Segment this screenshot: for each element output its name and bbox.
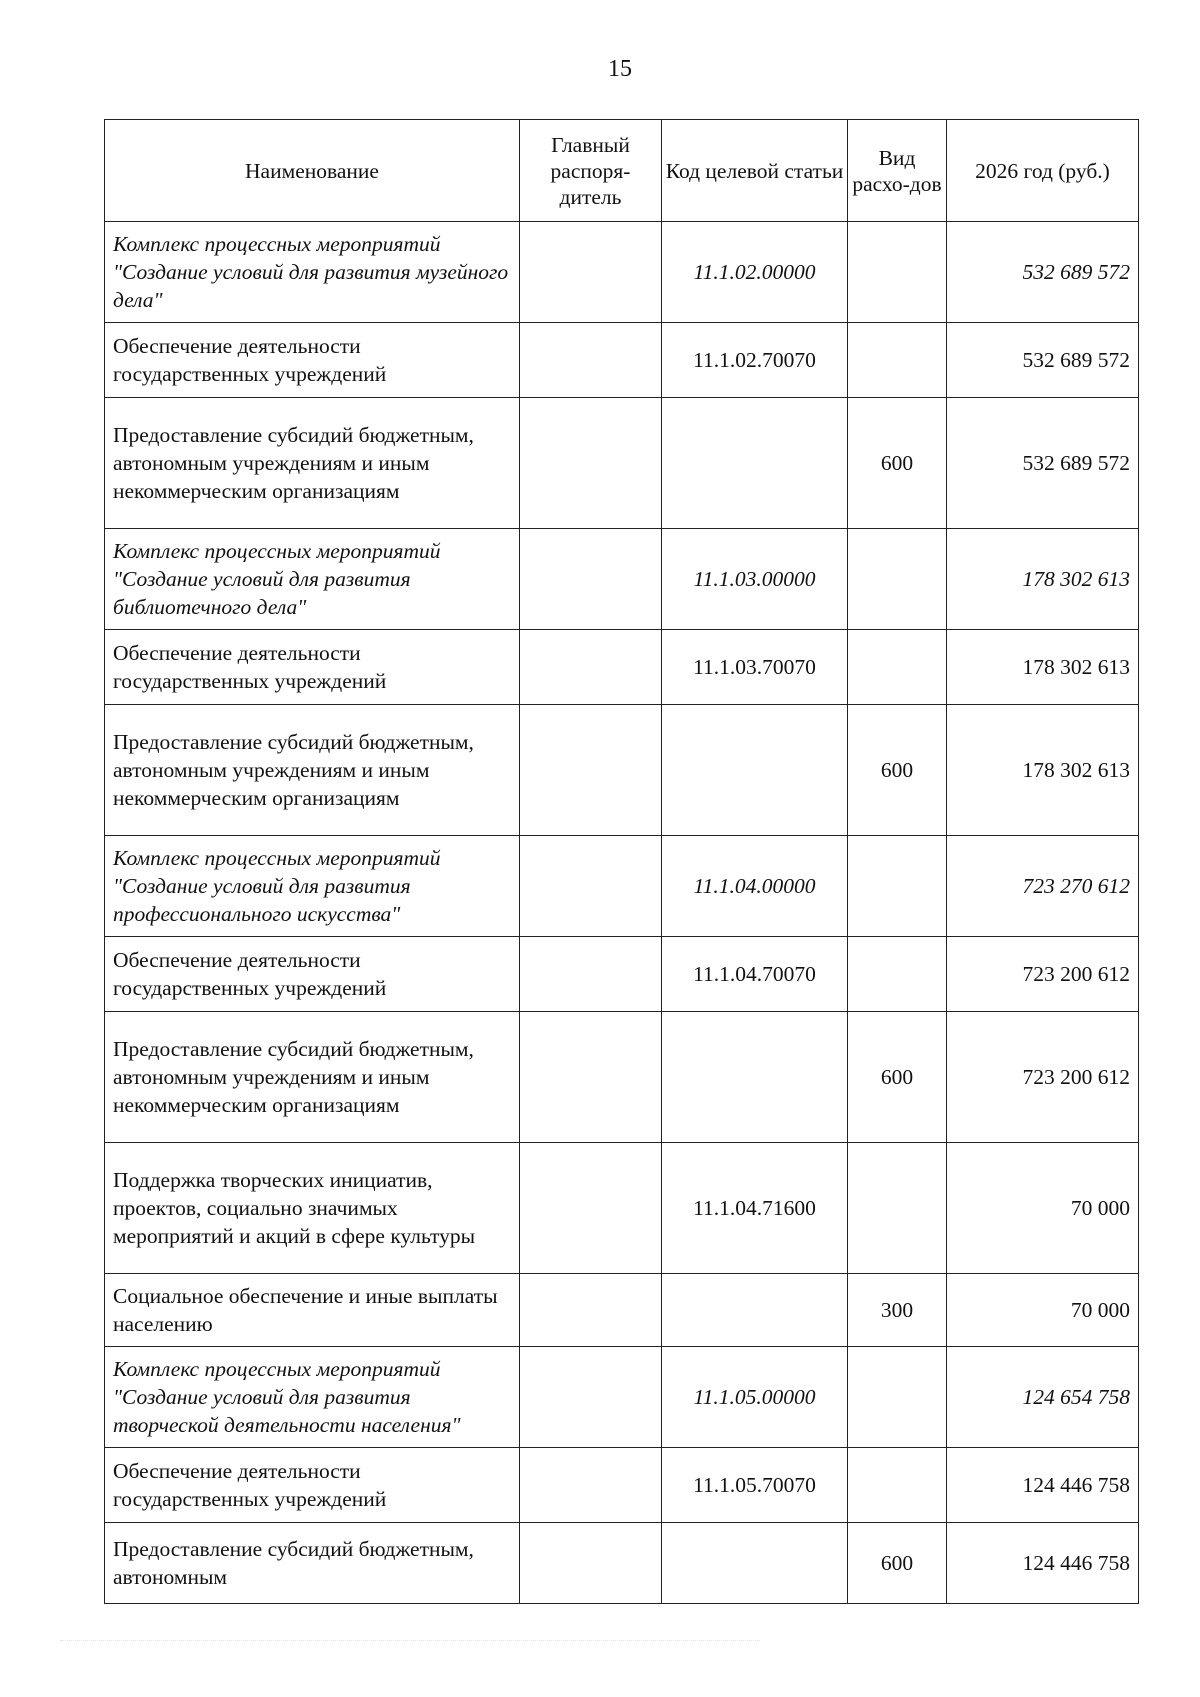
cell-type: [848, 222, 947, 323]
header-name: Наименование: [105, 120, 520, 222]
cell-sum: 70 000: [947, 1274, 1139, 1347]
cell-sum: 532 689 572: [947, 323, 1139, 398]
cell-name: Обеспечение деятельности государственных учреждений: [105, 1448, 520, 1523]
table-row: [105, 1012, 1139, 1143]
cell-sum: 723 200 612: [947, 937, 1139, 1012]
table-row: [105, 323, 1139, 398]
header-type: Вид расхо-дов: [848, 120, 947, 222]
table-row: [105, 529, 1139, 630]
cell-sum: 124 446 758: [947, 1448, 1139, 1523]
scan-specks: [60, 1640, 760, 1643]
cell-type: 600: [848, 1523, 947, 1604]
cell-sum: 723 200 612: [947, 1012, 1139, 1143]
cell-name: Предоставление субсидий бюджетным, автономным: [105, 1523, 520, 1604]
cell-name: Предоставление субсидий бюджетным, автономным учреждениям и иным некоммерческим организациям: [105, 705, 520, 836]
table-row: [105, 630, 1139, 705]
cell-type: [848, 937, 947, 1012]
cell-sum: 532 689 572: [947, 222, 1139, 323]
cell-code: 11.1.04.00000: [662, 836, 848, 937]
cell-code: 11.1.02.70070: [662, 323, 848, 398]
cell-sum: 178 302 613: [947, 705, 1139, 836]
table-row: [105, 937, 1139, 1012]
cell-code: 11.1.03.00000: [662, 529, 848, 630]
cell-code: [662, 398, 848, 529]
cell-type: [848, 529, 947, 630]
cell-sum: 70 000: [947, 1143, 1139, 1274]
cell-type: 300: [848, 1274, 947, 1347]
cell-sum: 178 302 613: [947, 630, 1139, 705]
header-admin: Главный распоря-дитель: [520, 120, 662, 222]
table-header-row: [105, 120, 1139, 222]
cell-admin: [520, 1143, 662, 1274]
cell-admin: [520, 222, 662, 323]
cell-admin: [520, 323, 662, 398]
cell-code: [662, 1274, 848, 1347]
cell-admin: [520, 1274, 662, 1347]
table-row: [105, 1274, 1139, 1347]
cell-admin: [520, 937, 662, 1012]
table-row: [105, 1143, 1139, 1274]
cell-name: Комплекс процессных мероприятий "Создание условий для развития творческой деятельности населения": [105, 1347, 520, 1448]
cell-sum: 178 302 613: [947, 529, 1139, 630]
cell-name: Обеспечение деятельности государственных учреждений: [105, 323, 520, 398]
cell-code: 11.1.04.70070: [662, 937, 848, 1012]
cell-admin: [520, 398, 662, 529]
cell-name: Обеспечение деятельности государственных учреждений: [105, 630, 520, 705]
cell-code: 11.1.05.70070: [662, 1448, 848, 1523]
cell-code: [662, 1012, 848, 1143]
cell-code: 11.1.05.00000: [662, 1347, 848, 1448]
cell-admin: [520, 1347, 662, 1448]
cell-admin: [520, 836, 662, 937]
cell-name: Комплекс процессных мероприятий "Создание условий для развития библиотечного дела": [105, 529, 520, 630]
header-code: Код целевой статьи: [662, 120, 848, 222]
cell-code: 11.1.02.00000: [662, 222, 848, 323]
cell-code: [662, 1523, 848, 1604]
cell-name: Комплекс процессных мероприятий "Создание условий для развития профессионального искусства": [105, 836, 520, 937]
cell-name: Предоставление субсидий бюджетным, автономным учреждениям и иным некоммерческим организациям: [105, 398, 520, 529]
cell-admin: [520, 705, 662, 836]
cell-type: 600: [848, 1012, 947, 1143]
cell-code: 11.1.03.70070: [662, 630, 848, 705]
cell-type: [848, 1347, 947, 1448]
cell-sum: 124 654 758: [947, 1347, 1139, 1448]
cell-name: Социальное обеспечение и иные выплаты населению: [105, 1274, 520, 1347]
cell-name: Предоставление субсидий бюджетным, автономным учреждениям и иным некоммерческим организациям: [105, 1012, 520, 1143]
cell-type: [848, 836, 947, 937]
header-sum: 2026 год (руб.): [947, 120, 1139, 222]
cell-admin: [520, 1012, 662, 1143]
cell-name: Обеспечение деятельности государственных учреждений: [105, 937, 520, 1012]
cell-type: 600: [848, 398, 947, 529]
table-row: [105, 705, 1139, 836]
cell-admin: [520, 1448, 662, 1523]
cell-type: 600: [848, 705, 947, 836]
table-row: [105, 836, 1139, 937]
cell-type: [848, 1143, 947, 1274]
table-row: [105, 1523, 1139, 1604]
cell-name: Комплекс процессных мероприятий "Создание условий для развития музейного дела": [105, 222, 520, 323]
table-row: [105, 1448, 1139, 1523]
cell-sum: 532 689 572: [947, 398, 1139, 529]
cell-type: [848, 323, 947, 398]
cell-sum: 723 270 612: [947, 836, 1139, 937]
cell-sum: 124 446 758: [947, 1523, 1139, 1604]
table-row: [105, 398, 1139, 529]
cell-type: [848, 630, 947, 705]
cell-code: [662, 705, 848, 836]
cell-admin: [520, 630, 662, 705]
budget-table: [104, 119, 1139, 1604]
cell-type: [848, 1448, 947, 1523]
cell-admin: [520, 1523, 662, 1604]
table-row: [105, 222, 1139, 323]
page-number: 15: [608, 56, 632, 82]
table-row: [105, 1347, 1139, 1448]
cell-name: Поддержка творческих инициатив, проектов, социально значимых мероприятий и акций в сфере культуры: [105, 1143, 520, 1274]
cell-admin: [520, 529, 662, 630]
cell-code: 11.1.04.71600: [662, 1143, 848, 1274]
